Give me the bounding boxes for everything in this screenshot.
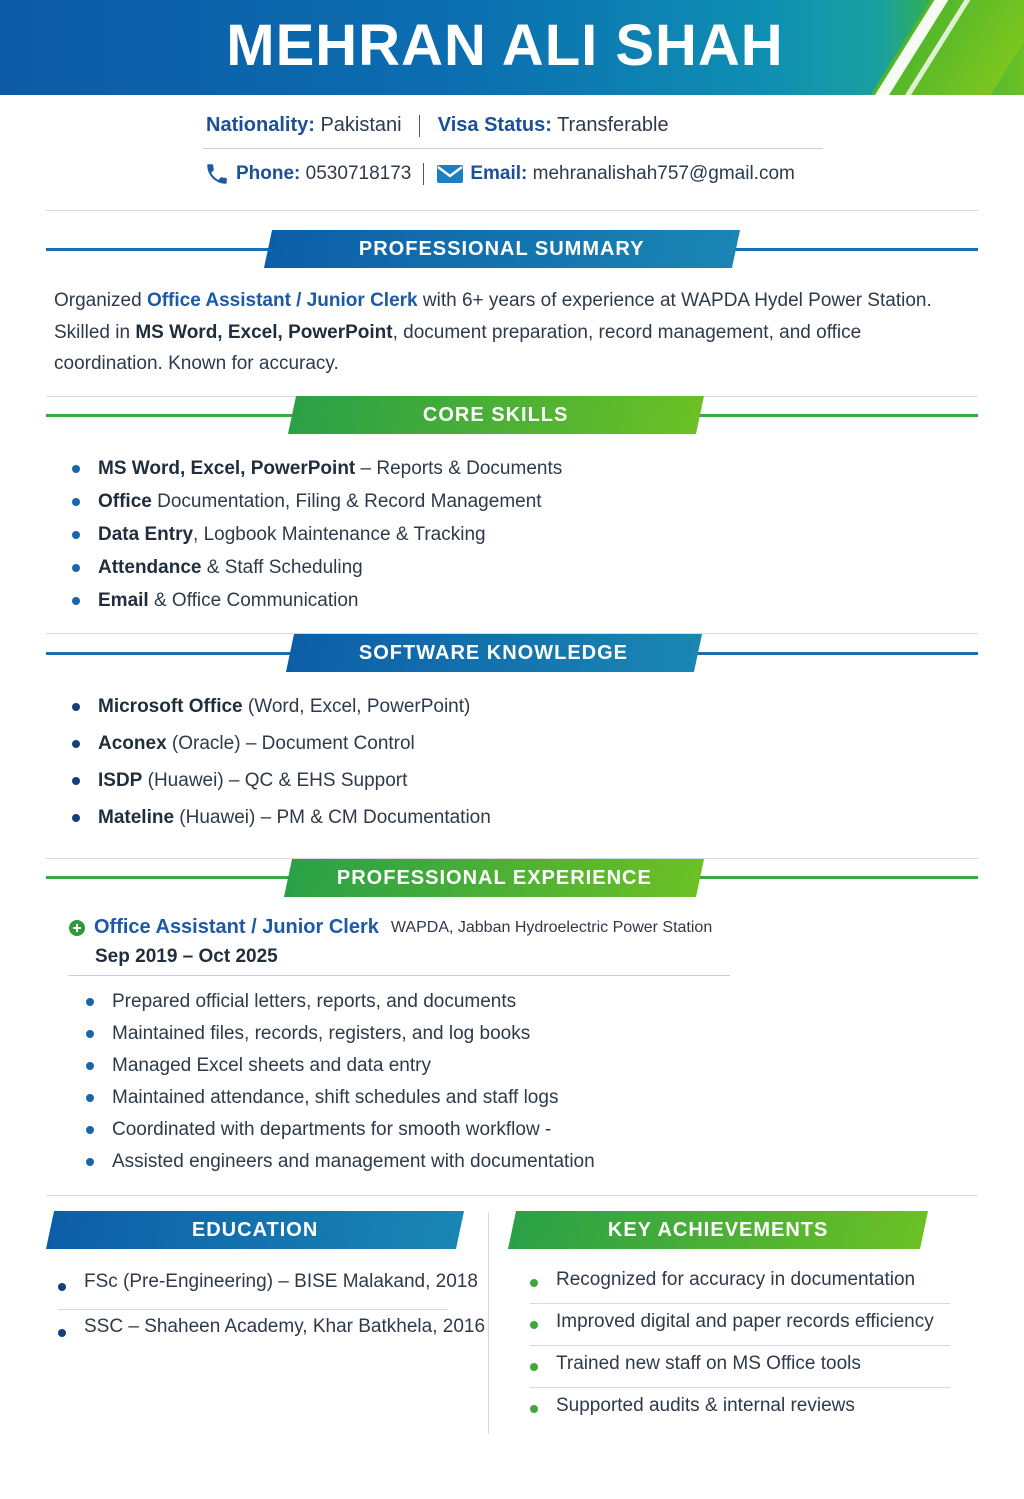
job-title-line [68, 916, 712, 939]
email-label: Email: [470, 163, 528, 184]
summary-heading: PROFESSIONAL SUMMARY [264, 230, 740, 268]
list-item: Trained new staff on MS Office tools [530, 1346, 950, 1388]
achievements-heading: KEY ACHIEVEMENTS [508, 1211, 928, 1249]
nationality-value: Pakistani [320, 114, 402, 136]
software-list [72, 688, 491, 836]
visa-label: Visa Status: [437, 114, 552, 136]
contact-divider [203, 148, 823, 149]
list-item: Aconex (Oracle) – Document Control [72, 725, 491, 762]
achievements-list [530, 1262, 950, 1430]
list-item: MS Word, Excel, PowerPoint – Reports & Documents [72, 452, 562, 485]
nationality-label: Nationality: [206, 114, 315, 136]
visa-value: Transferable [557, 114, 669, 136]
list-item: Maintained attendance, shift schedules and staff logs [86, 1082, 595, 1114]
divider [419, 115, 420, 137]
list-item: Prepared official letters, reports, and documents [86, 986, 595, 1018]
phone-email-line [204, 161, 795, 187]
experience-list [86, 986, 595, 1178]
list-item: Supported audits & internal reviews [530, 1388, 950, 1430]
summary-text: Organized Office Assistant / Junior Clerk with 6+ years of experience at WAPDA Hydel Power Station. Skilled in MS Word, Excel, PowerPoint, document preparation, record management, and office coordination. Known for accuracy. [54, 290, 932, 374]
list-item: Improved digital and paper records efficiency [530, 1304, 950, 1346]
list-item: Mateline (Huawei) – PM & CM Documentation [72, 799, 491, 836]
list-item: Email & Office Communication [72, 584, 562, 617]
job-divider [68, 975, 730, 976]
list-item: Managed Excel sheets and data entry [86, 1050, 595, 1082]
nationality-visa-line [206, 114, 669, 137]
list-item: ISDP (Huawei) – QC & EHS Support [72, 762, 491, 799]
list-item: Data Entry, Logbook Maintenance & Tracking [72, 518, 562, 551]
email-value[interactable]: mehranalishah757@gmail.com [532, 163, 795, 184]
list-item: Assisted engineers and management with documentation [86, 1146, 595, 1178]
phone-value[interactable]: 0530718173 [305, 163, 412, 184]
summary-tools: MS Word, Excel, PowerPoint [135, 321, 393, 343]
list-item: SSC – Shaheen Academy, Khar Batkhela, 2016 [58, 1310, 448, 1355]
list-item: Office Documentation, Filing & Record Management [72, 485, 562, 518]
section-divider [46, 210, 978, 211]
skills-list [72, 452, 562, 617]
email-icon [436, 163, 464, 185]
summary-role: Office Assistant / Junior Clerk [146, 290, 418, 311]
header-banner [0, 0, 1024, 95]
list-item: Coordinated with departments for smooth workflow - [86, 1114, 595, 1146]
skills-heading: CORE SKILLS [288, 396, 704, 434]
phone-icon [204, 161, 230, 187]
education-list [58, 1265, 486, 1355]
software-heading: SOFTWARE KNOWLEDGE [286, 634, 702, 672]
job-role: Office Assistant / Junior Clerk [94, 916, 379, 938]
job-organization: WAPDA, Jabban Hydroelectric Power Station [390, 918, 713, 936]
education-heading: EDUCATION [46, 1211, 464, 1249]
candidate-name: MEHRAN ALI SHAH [226, 13, 784, 78]
list-item: Attendance & Staff Scheduling [72, 551, 562, 584]
phone-label: Phone: [236, 163, 301, 184]
job-dates: Sep 2019 – Oct 2025 [95, 946, 278, 967]
column-divider [488, 1212, 489, 1434]
list-item: FSc (Pre-Engineering) – BISE Malakand, 2018 [58, 1265, 448, 1310]
list-item: Microsoft Office (Word, Excel, PowerPoint) [72, 688, 491, 725]
list-item: Recognized for accuracy in documentation [530, 1262, 950, 1304]
experience-heading: PROFESSIONAL EXPERIENCE [284, 859, 704, 897]
divider [423, 163, 424, 185]
list-item: Maintained files, records, registers, and log books [86, 1018, 595, 1050]
plus-circle-icon [68, 919, 86, 937]
section-divider [46, 1195, 978, 1196]
